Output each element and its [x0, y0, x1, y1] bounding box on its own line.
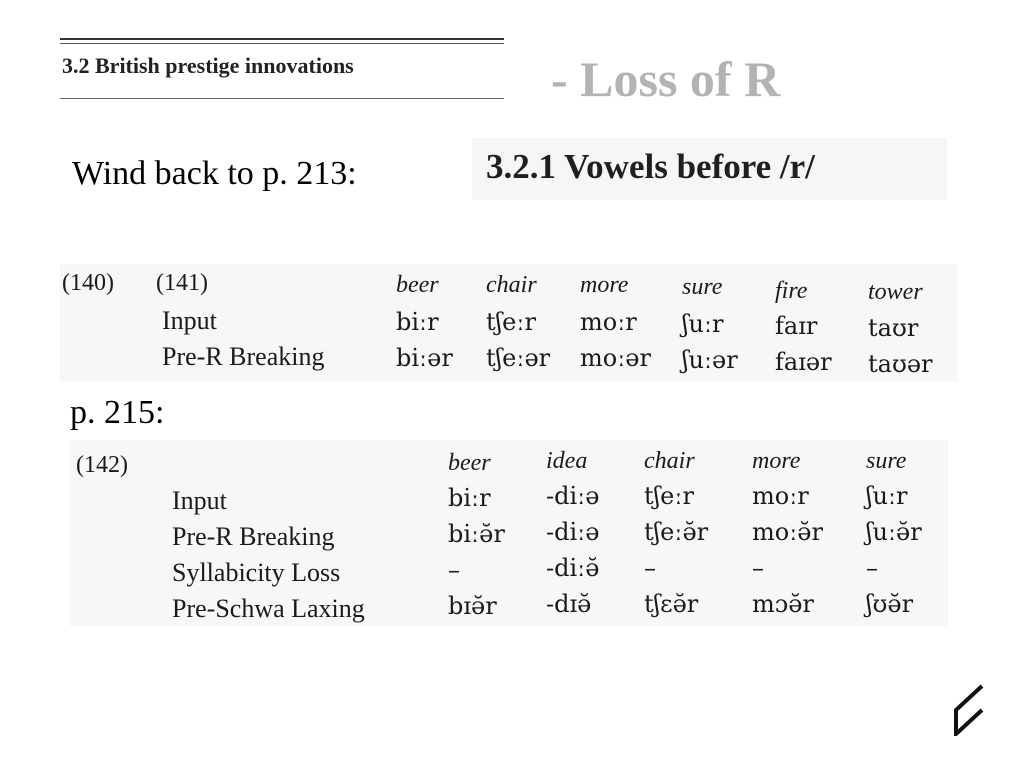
section-title: 3.2 British prestige innovations	[62, 53, 354, 78]
ipa-cell: –	[752, 554, 764, 582]
ipa-cell: –	[866, 554, 878, 582]
column-header: more	[752, 448, 801, 474]
column-header: chair	[486, 272, 537, 298]
slide-title: - Loss of R	[551, 51, 781, 107]
column-header: beer	[396, 272, 439, 298]
wind-back-text: Wind back to p. 213:	[72, 155, 357, 192]
example-number: (142)	[76, 452, 128, 478]
header-rule-top	[60, 38, 504, 40]
ipa-cell: biːər	[396, 344, 453, 372]
ipa-cell: ʃuːr	[866, 482, 908, 510]
ipa-cell: tʃeːə̆r	[644, 518, 709, 546]
ipa-cell: tʃeːər	[486, 344, 551, 372]
subsection-heading-box	[472, 138, 947, 200]
ipa-cell: ʃuːə̆r	[866, 518, 922, 546]
ipa-cell: tʃɛə̆r	[644, 590, 699, 618]
derivation-table-142	[70, 440, 948, 626]
example-number: (140)	[62, 270, 114, 296]
ipa-cell: -diːə	[546, 518, 600, 546]
header-rule-bottom	[60, 98, 504, 99]
ipa-cell: -diːə	[546, 482, 600, 510]
ipa-cell: ʃuːr	[682, 310, 724, 338]
ipa-cell: ʃʊə̆r	[866, 590, 914, 618]
column-header: sure	[682, 274, 723, 300]
derivation-table-141	[60, 264, 958, 382]
ipa-cell: bɪə̆r	[448, 592, 497, 620]
ipa-cell: –	[644, 554, 656, 582]
ipa-cell: biːə̆r	[448, 520, 505, 548]
ipa-cell: moːr	[752, 482, 809, 510]
column-header: beer	[448, 450, 491, 476]
ipa-cell: taʊər	[868, 350, 933, 378]
ipa-cell: faɪər	[775, 348, 832, 376]
ipa-cell: moːr	[580, 308, 637, 336]
ipa-cell: –	[448, 556, 460, 584]
header-rule-top-thin	[60, 43, 504, 44]
ipa-cell: moːə̆r	[752, 518, 823, 546]
ipa-cell: biːr	[396, 308, 439, 336]
column-header: fire	[775, 278, 808, 304]
ipa-cell: tʃeːr	[644, 482, 694, 510]
section-header	[60, 38, 504, 100]
row-label: Input	[162, 306, 217, 335]
ipa-cell: biːr	[448, 484, 491, 512]
column-header: idea	[546, 448, 588, 474]
example-number: (141)	[156, 270, 208, 296]
ipa-cell: mɔə̆r	[752, 590, 814, 618]
lightning-rune-icon	[950, 684, 986, 736]
row-label: Input	[172, 486, 227, 515]
column-header: more	[580, 272, 629, 298]
ipa-cell: ʃuːər	[682, 346, 738, 374]
column-header: tower	[868, 279, 923, 305]
ipa-cell: faɪr	[775, 312, 818, 340]
ipa-cell: -dɪə̆	[546, 590, 592, 618]
ipa-cell: -diːə̆	[546, 554, 600, 582]
row-label: Pre-R Breaking	[162, 342, 325, 371]
row-label: Syllabicity Loss	[172, 558, 341, 587]
ipa-cell: taʊr	[868, 314, 919, 342]
ipa-cell: moːər	[580, 344, 651, 372]
ipa-cell: tʃeːr	[486, 308, 536, 336]
page-reference: p. 215:	[70, 394, 165, 431]
column-header: chair	[644, 448, 695, 474]
row-label: Pre-Schwa Laxing	[172, 594, 365, 623]
row-label: Pre-R Breaking	[172, 522, 335, 551]
subsection-heading: 3.2.1 Vowels before /r/	[486, 147, 815, 186]
column-header: sure	[866, 448, 907, 474]
